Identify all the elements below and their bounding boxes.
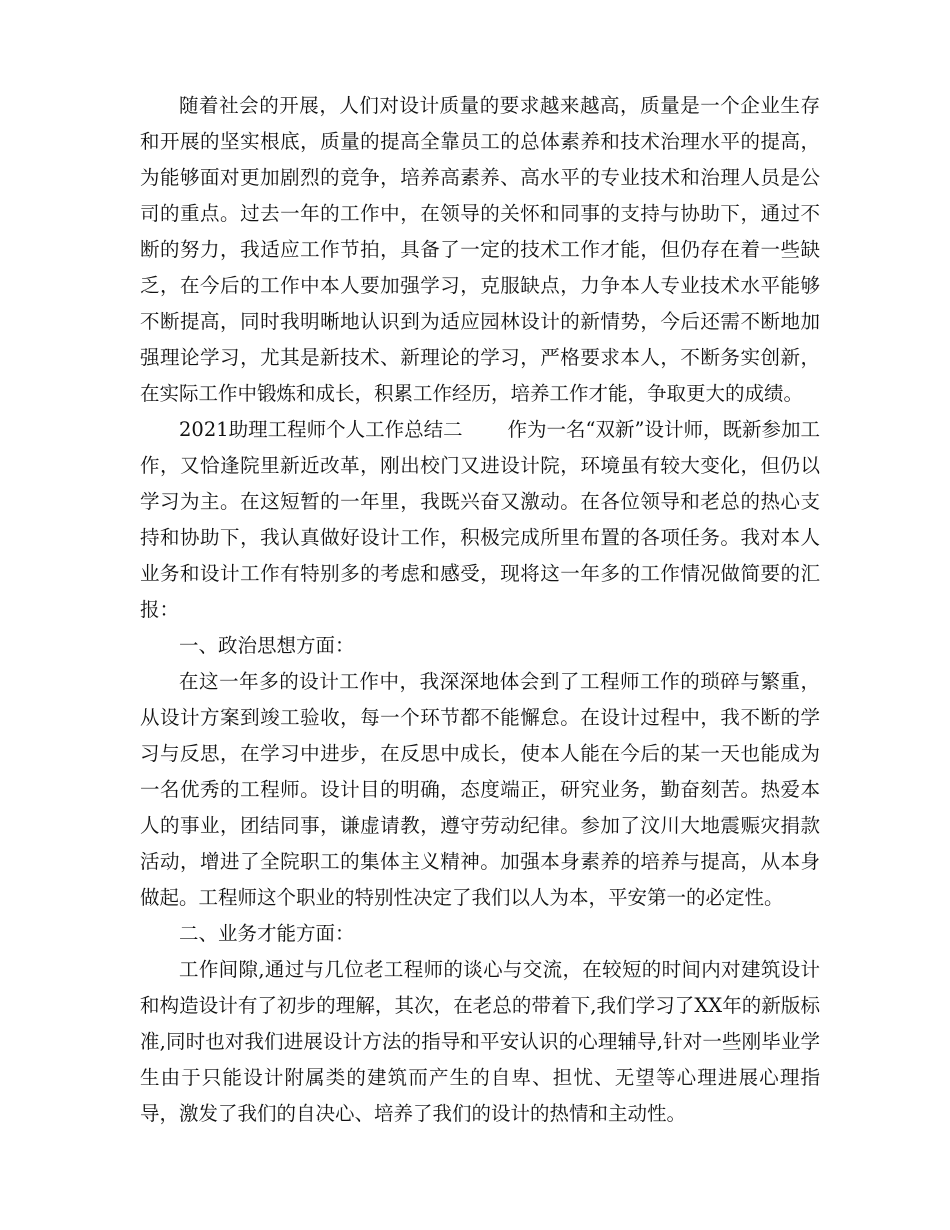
paragraph-political-thought: 在这一年多的设计工作中，我深深地体会到了工程师工作的琐碎与繁重，从设计方案到竣工验收，每一个环节都不能懈怠。在设计过程中，我不断的学习与反思，在学习中进步，在反思中成长，使本人能在今后的某一天也能成为一名优秀的工程师。设计目的明确，态度端正，研究业务，勤奋刻苦。热爱本人的事业，团结同事，谦虚请教，遵守劳动纪律。参加了汶川大地震赈灾捐款活动，增进了全院职工的集体主义精神。加强本身素养的培养与提高，从本身做起。工程师这个职业的特别性决定了我们以人为本，平安第一的必定性。: [140, 670, 820, 909]
paragraph-intro: 随着社会的开展，人们对设计质量的要求越来越高，质量是一个企业生存和开展的坚实根底，质量的提高全靠员工的总体素养和技术治理水平的提高，为能够面对更加剧烈的竞争，培养高素养、高水平的专业技术和治理人员是公司的重点。过去一年的工作中，在领导的关怀和同事的支持与协助下，通过不断的努力，我适应工作节拍，具备了一定的技术工作才能，但仍存在着一些缺乏，在今后的工作中本人要加强学习，克服缺点，力争本人专业技术水平能够不断提高，同时我明晰地认识到为适应园林设计的新情势，今后还需不断地加强理论学习，尤其是新技术、新理论的学习，严格要求本人，不断务实创新，在实际工作中锻炼和成长，积累工作经历，培养工作才能，争取更大的成绩。: [140, 94, 820, 405]
section-title: 2021助理工程师个人工作总结二: [179, 418, 463, 441]
heading-political-thought: 一、政治思想方面：: [179, 634, 355, 657]
paragraph-summary-two-text: 作为一名“双新”设计师，既新参加工作，又恰逢院里新近改革，刚出校门又进设计院，环境虽有较大变化，但仍以学习为主。在这短暂的一年里，我既兴奋又激动。在各位领导和老总的热心支持和协助下，我认真做好设计工作，积极完成所里布置的各项任务。我对本人业务和设计工作有特别多的考虑和感受，现将这一年多的工作情况做简要的汇报：: [140, 418, 820, 621]
paragraph-business-ability: 工作间隙,通过与几位老工程师的谈心与交流，在较短的时间内对建筑设计和构造设计有了初步的理解，其次，在老总的带着下,我们学习了XX年的新版标准,同时也对我们进展设计方法的指导和平安认识的心理辅导,针对一些刚毕业学生由于只能设计附属类的建筑而产生的自卑、担忧、无望等心理进展心理指导，激发了我们的自决心、培养了我们的设计的热情和主动性。: [140, 958, 820, 1125]
heading-business-ability: 二、业务才能方面：: [179, 922, 355, 945]
paragraph-summary-two: [140, 412, 820, 628]
document-body: [140, 88, 820, 1132]
